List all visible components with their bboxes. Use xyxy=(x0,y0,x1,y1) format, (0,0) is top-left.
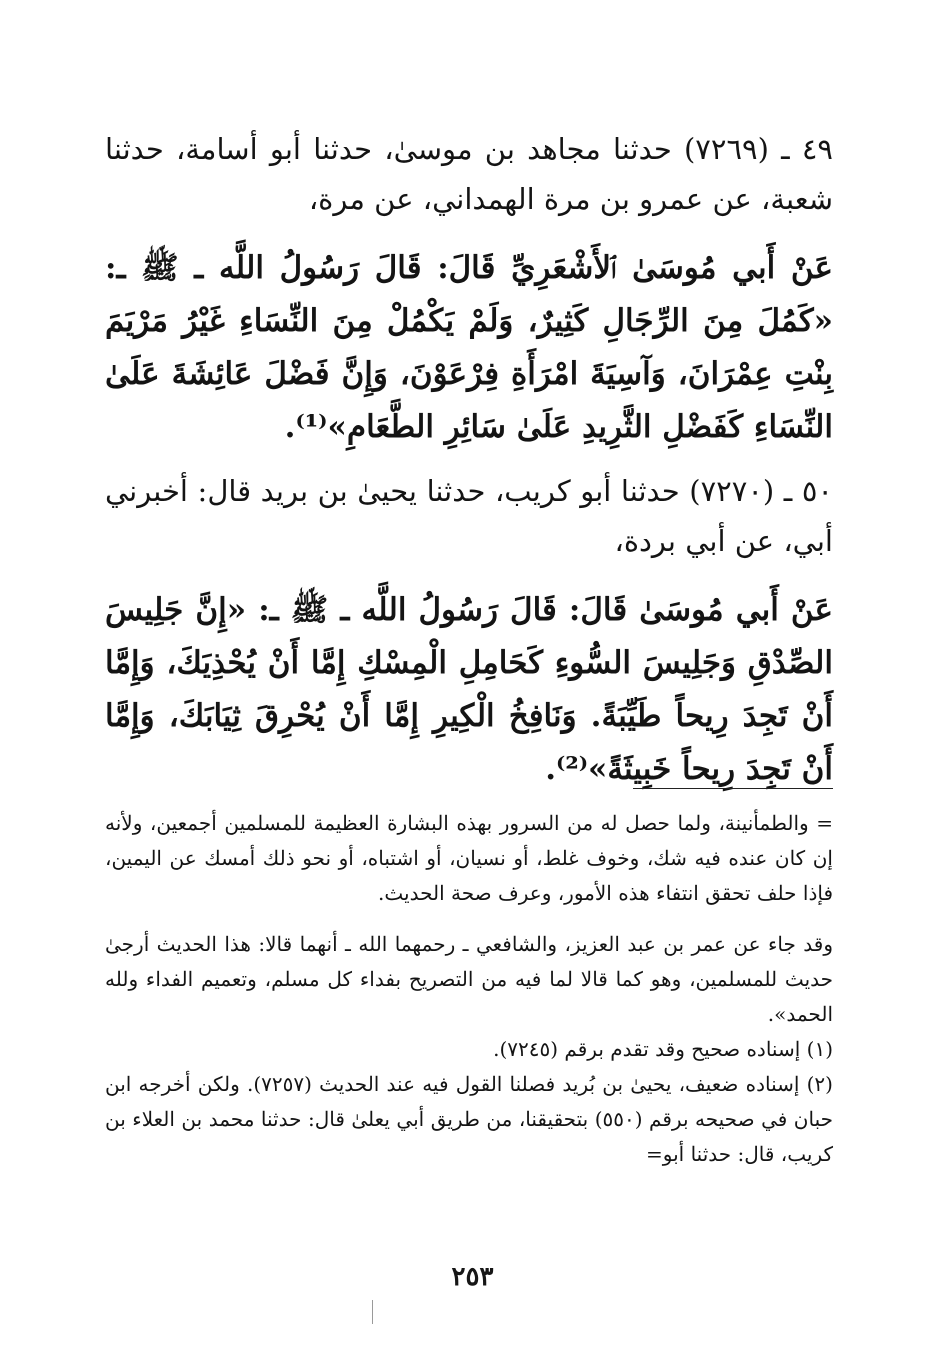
hadith-50-block xyxy=(105,466,833,796)
footnote-continuation: = والطمأنينة، ولما حصل له من السرور بهذه البشارة العظيمة للمسلمين أجمعين، ولأنه إن كان عنده فيه شك، وخوف غلط، أو نسيان، أو اشتباه، أو نحو ذلك أمسك عن اليمين، فإذا حلف تحقق انتفاء هذه الأمور، وعرف صحة الحديث. xyxy=(105,811,833,905)
hadith-49-isnad: ٤٩ ـ (٧٢٦٩) حدثنا مجاهد بن موسىٰ، حدثنا أبو أسامة، حدثنا شعبة، عن عمرو بن مرة الهمداني، عن مرة، xyxy=(105,132,834,216)
hadith-50-isnad: ٥٠ ـ (٧٢٧٠) حدثنا أبو كريب، حدثنا يحيىٰ بن بريد قال: أخبرني أبي، عن أبي بردة، xyxy=(105,474,834,558)
hadith-49-matn: عَنْ أَبي مُوسَىٰ ٱلأَشْعَرِيِّ قَالَ: قَالَ رَسُولُ اللَّه ـ ﷺ ـ: «كَمُلَ مِنَ الرِّجَالِ كَثِيرٌ، وَلَمْ يَكْمُلْ مِنَ النِّسَاءِ غَيْرُ مَرْيَمَ بِنْتِ عِمْرَانَ، وَآسِيَةَ امْرَأَةِ فِرْعَوْنَ، وَإِنَّ فَضْلَ عَائِشَةَ عَلَىٰ النِّسَاءِ كَفَضْلِ الثَّرِيدِ عَلَىٰ سَائِرِ الطَّعَامِ»⁽¹⁾. xyxy=(105,250,833,445)
footnotes-section xyxy=(105,806,833,1172)
footnote-2: (٢) إسناده ضعيف، يحيىٰ بن بُريد فصلنا القول فيه عند الحديث (٧٢٥٧). ولكن أخرجه ابن حبان في صحيحه برقم (٥٥٠) بتحقيقنا، من طريق أبي يعلىٰ قال: حدثنا محمد بن العلاء بن كريب، قال: حدثنا أبو= xyxy=(105,1072,833,1166)
hadith-50-matn: عَنْ أَبي مُوسَىٰ قَالَ: قَالَ رَسُولُ اللَّه ـ ﷺ ـ: «إِنَّ جَلِيسَ الصِّدْقِ وَجَلِيسَ السُّوءِ كَحَامِلِ الْمِسْكِ إِمَّا أَنْ يُحْذِيَكَ، وَإِمَّا أَنْ تَجِدَ رِيحاً طَيِّبَةً. وَنَافِخُ الْكِيرِ إِمَّا أَنْ يُحْرِقَ ثِيَابَكَ، وَإِمَّا أَنْ تَجِدَ رِيحاً خَبِيثَةً»⁽²⁾. xyxy=(105,592,833,787)
footnote-separator xyxy=(633,788,833,789)
hadith-49-block xyxy=(105,124,833,454)
footnote-1: (١) إسناده صحيح وقد تقدم برقم (٧٢٤٥). xyxy=(493,1037,833,1061)
footnote-continuation-quote: وقد جاء عن عمر بن عبد العزيز، والشافعي ـ رحمهما الله ـ أنهما قالا: هذا الحديث أرجىٰ حديث للمسلمين، وهو كما قالا لما فيه من التصريح بفداء كل مسلم، وتعميم الفداء ولله الحمد». xyxy=(105,932,833,1026)
page-number: ٢٥٣ xyxy=(451,1262,494,1292)
scan-artifact-line xyxy=(372,1300,373,1324)
